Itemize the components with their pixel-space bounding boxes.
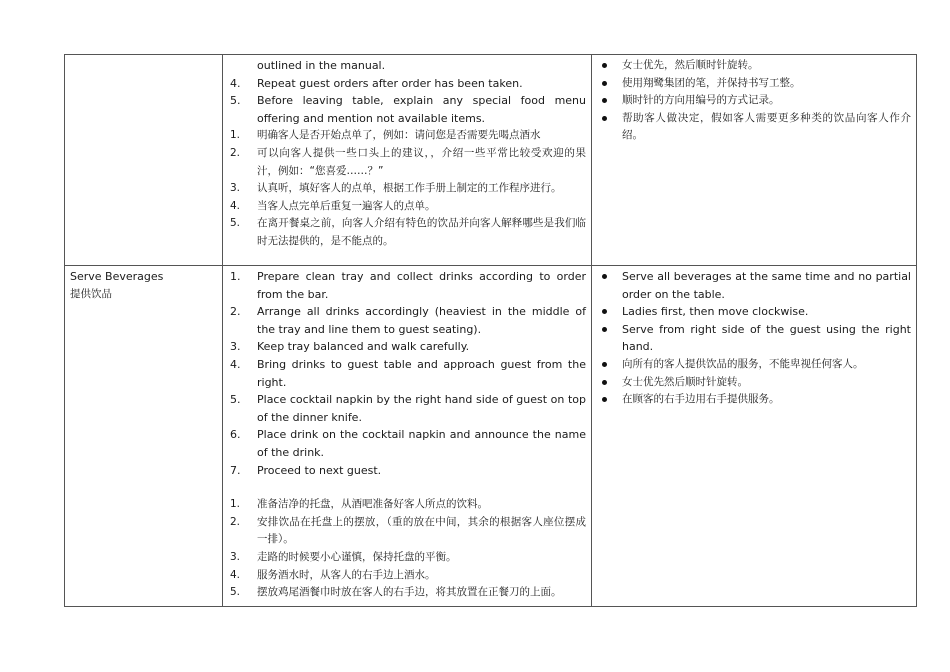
category-cell	[65, 266, 223, 607]
step-text: Arrange all drinks accordingly (heaviest in the middle of the tray and line them to guest seating).	[257, 305, 586, 336]
step-text: Proceed to next guest.	[257, 463, 382, 477]
step-text: Prepare clean tray and collect drinks according to order from the bar.	[257, 270, 586, 301]
step-number: 5.	[230, 94, 241, 108]
step-text: 准备洁净的托盘，从酒吧准备好客人所点的饮料。	[257, 498, 488, 511]
list-item	[228, 567, 586, 585]
step-text: 安排饮品在托盘上的摆放，（重的放在中间，其余的根据客人座位摆成一排）。	[257, 515, 586, 546]
list-item	[228, 145, 586, 180]
list-item	[228, 462, 586, 480]
standard-text: 顺时针的方向用编号的方式记录。	[622, 94, 780, 107]
bullet-icon	[602, 362, 607, 367]
step-text: 服务酒水时，从客人的右手边上酒水。	[257, 568, 436, 581]
list-item	[228, 268, 586, 303]
list-item	[597, 374, 911, 392]
standard-text: 向所有的客人提供饮品的服务，不能卑视任何客人。	[622, 357, 864, 370]
step-number: 1.	[230, 498, 241, 511]
standard-text: 女士优先，然后顺时针旋转。	[622, 59, 759, 71]
step-text: Place drink on the cocktail napkin and announce the name of the drink.	[257, 428, 586, 459]
step-number: 5.	[230, 586, 241, 599]
procedure-list-en	[228, 268, 586, 479]
bullet-icon	[602, 63, 607, 68]
procedure-cell	[223, 55, 592, 266]
bullet-icon	[602, 309, 607, 314]
standard-text: Ladies first, then move clockwise.	[622, 305, 809, 319]
standards-cell	[592, 266, 917, 607]
list-item	[228, 198, 586, 216]
bullet-icon	[602, 397, 607, 402]
step-text: 明确客人是否开始点单了，例如：请问您是否需要先喝点酒水	[257, 129, 541, 142]
step-text: 在离开餐桌之前，向客人介绍有特色的饮品并向客人解释哪些是我们临时无法提供的，是不能点的。	[257, 217, 586, 247]
step-text: Keep tray balanced and walk carefully.	[257, 340, 470, 354]
list-item	[597, 57, 911, 75]
step-number: 1.	[230, 129, 241, 142]
list-item	[228, 356, 586, 391]
step-text: Bring drinks to guest table and approach guest from the right.	[257, 357, 586, 389]
list-item	[597, 356, 911, 374]
list-item	[228, 57, 586, 75]
step-text: outlined in the manual.	[257, 59, 386, 72]
list-item	[228, 549, 586, 567]
list-item	[597, 268, 911, 303]
list-item	[228, 514, 586, 549]
standard-text: 使用翔鹭集团的笔，并保持书写工整。	[622, 76, 801, 89]
step-number: 2.	[230, 515, 241, 528]
step-text: 可以向客人提供一些口头上的建议，，介绍一些平常比较受欢迎的果汁，例如：“您喜爱……？”	[257, 146, 586, 177]
step-number: 4.	[230, 76, 241, 90]
standards-list	[597, 57, 911, 145]
standard-text: Serve from right side of the guest using the right hand.	[622, 322, 911, 354]
list-item	[597, 75, 911, 93]
bullet-icon	[602, 116, 607, 121]
bullet-icon	[602, 98, 607, 103]
spacer	[228, 479, 586, 496]
bullet-icon	[602, 380, 607, 385]
step-number: 7.	[230, 463, 241, 477]
procedure-list-en	[228, 57, 586, 127]
step-text: Before leaving table, explain any special food menu offering and mention not available items.	[257, 94, 586, 125]
list-item	[597, 391, 911, 409]
step-number: 2.	[230, 146, 241, 159]
step-text: Place cocktail napkin by the right hand side of guest on top of the dinner knife.	[257, 393, 586, 424]
category-cell	[65, 55, 223, 266]
step-number: 2.	[230, 305, 241, 319]
list-item	[228, 75, 586, 93]
step-number: 3.	[230, 182, 241, 195]
step-number: 1.	[230, 270, 241, 283]
list-item	[228, 391, 586, 426]
table-row	[65, 55, 917, 266]
procedure-cell	[223, 266, 592, 607]
category-zh: 提供饮品	[70, 287, 112, 300]
step-number: 5.	[230, 393, 241, 407]
standard-text: Serve all beverages at the same time and no partial order on the table.	[622, 270, 911, 301]
procedure-list-zh	[228, 496, 586, 602]
list-item	[228, 584, 586, 602]
step-text: 当客人点完单后重复一遍客人的点单。	[257, 199, 436, 212]
step-number: 4.	[230, 568, 241, 581]
table-row	[65, 266, 917, 607]
list-item	[597, 110, 911, 145]
list-item	[228, 338, 586, 356]
list-item	[228, 127, 586, 145]
list-item	[228, 92, 586, 127]
list-item	[228, 496, 586, 514]
standard-text: 帮助客人做决定，假如客人需要更多种类的饮品向客人作介绍。	[622, 111, 911, 142]
standards-cell	[592, 55, 917, 266]
list-item	[228, 215, 586, 250]
list-item	[597, 92, 911, 110]
step-number: 3.	[230, 340, 241, 354]
step-number: 5.	[230, 217, 241, 230]
step-text: 走路的时候要小心谨慎，保持托盘的平衡。	[257, 550, 457, 563]
bullet-icon	[602, 327, 607, 332]
step-text: 摆放鸡尾酒餐巾时放在客人的右手边，将其放置在正餐刀的上面。	[257, 586, 562, 599]
list-item	[228, 426, 586, 461]
procedure-list-zh	[228, 127, 586, 250]
standard-text: 在顾客的右手边用右手提供服务。	[622, 393, 780, 406]
list-item	[597, 303, 911, 321]
bullet-icon	[602, 274, 607, 279]
step-text: 认真听，填好客人的点单，根据工作手册上制定的工作程序进行。	[257, 182, 562, 195]
step-number: 3.	[230, 550, 241, 563]
list-item	[228, 303, 586, 338]
bullet-icon	[602, 81, 607, 86]
step-number: 4.	[230, 357, 241, 371]
procedure-table	[64, 54, 917, 607]
step-number: 4.	[230, 199, 241, 212]
category-en: Serve Beverages	[70, 270, 164, 283]
step-number: 6.	[230, 428, 241, 442]
list-item	[597, 321, 911, 356]
standards-list	[597, 268, 911, 409]
step-text: Repeat guest orders after order has been taken.	[257, 76, 523, 90]
list-item	[228, 180, 586, 198]
standard-text: 女士优先然后顺时针旋转。	[622, 375, 748, 388]
